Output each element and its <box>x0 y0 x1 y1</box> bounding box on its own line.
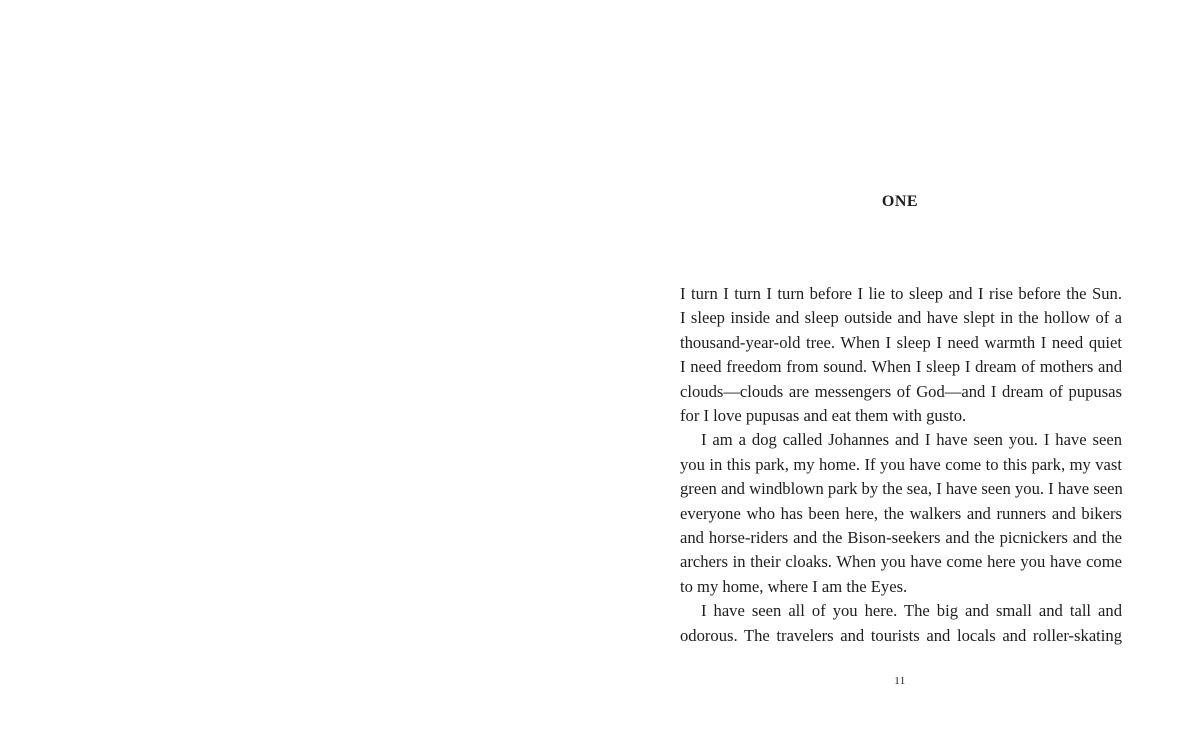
text-line: clouds—clouds are messengers of God—and I dream of pupusas <box>680 381 1122 401</box>
text-line: to my home, where I am the Eyes. <box>680 576 908 596</box>
text-line: thousand-year-old tree. When I sleep I need warmth I need quiet <box>680 332 1122 352</box>
page-number: 11 <box>894 675 906 687</box>
text-line: I have seen all of you here. The big and small and tall and <box>701 601 1122 621</box>
text-line: I turn I turn I turn before I lie to sleep and I rise before the Sun. <box>680 284 1122 303</box>
chapter-body-text <box>680 282 1122 648</box>
paragraph-1 <box>680 282 1122 428</box>
text-line: archers in their cloaks. When you have come here you have come <box>680 552 1122 572</box>
text-line: green and windblown park by the sea, I have seen you. I have seen <box>680 479 1123 499</box>
text-line: everyone who has been here, the walkers and runners and bikers <box>680 503 1122 523</box>
text-line: I need freedom from sound. When I sleep I dream of mothers and <box>680 357 1122 377</box>
text-line: odorous. The travelers and tourists and locals and roller-skating <box>680 625 1122 645</box>
text-line: you in this park, my home. If you have come to this park, my vast <box>680 454 1122 474</box>
text-line: and horse-riders and the Bison-seekers and the picnickers and the <box>680 528 1122 548</box>
text-line: I sleep inside and sleep outside and have slept in the hollow of a <box>680 308 1122 328</box>
paragraph-3 <box>680 599 1122 648</box>
right-page <box>600 0 1200 738</box>
chapter-title: ONE <box>881 193 919 210</box>
paragraph-2 <box>680 428 1122 599</box>
text-line: I am a dog called Johannes and I have seen you. I have seen <box>701 430 1122 450</box>
text-line: for I love pupusas and eat them with gusto. <box>680 406 967 426</box>
